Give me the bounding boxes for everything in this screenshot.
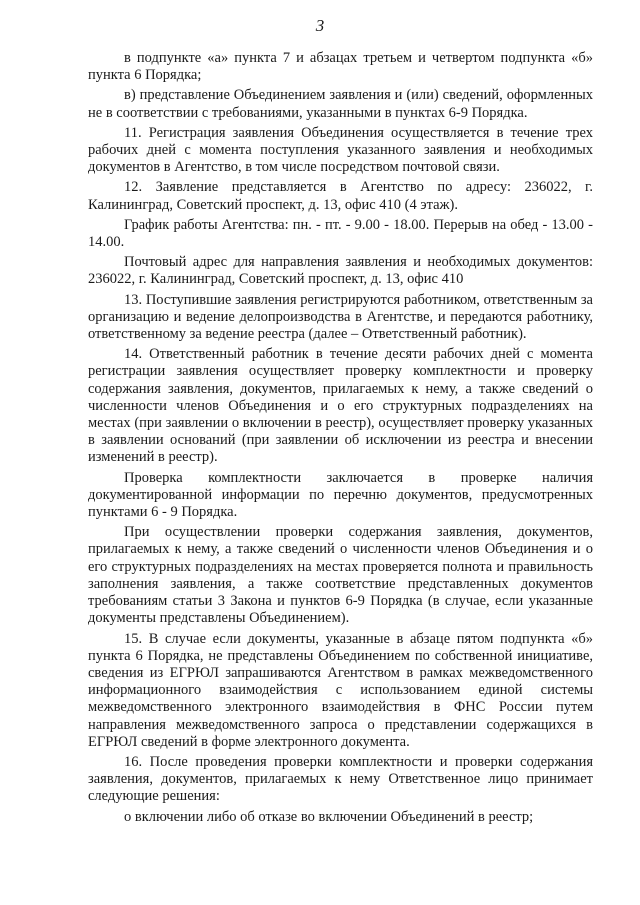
paragraph: 14. Ответственный работник в течение десяти рабочих дней с момента регистрации заявления осуществляет проверку комплектности и проверку содержания заявления, документов, прилагаемых к нему, а также сведений о численности членов Объединения и о его структурных подразделениях на местах (при заявлении о включении в реестр), осуществляет проверку указанных в заявлении оснований (при заявлении об исключении из реестра и внесении изменений в реестр). (88, 346, 593, 466)
paragraph: Проверка комплектности заключается в проверке наличия документированной информации по перечню документов, предусмотренных пунктами 6 - 9 Порядка. (88, 469, 593, 521)
page-number: 3 (315, 16, 325, 35)
paragraph: График работы Агентства: пн. - пт. - 9.00 - 18.00. Перерыв на обед - 13.00 - 14.00. (88, 216, 593, 251)
paragraph: о включении либо об отказе во включении Объединений в реестр; (124, 808, 534, 825)
paragraph: в подпункте «а» пункта 7 и абзацах третьем и четвертом подпункта «б» пункта 6 Порядка; (88, 50, 593, 84)
paragraph: Почтовый адрес для направления заявления и необходимых документов: 236022, г. Калининград, Советский проспект, д. 13, офис 410 (88, 254, 593, 288)
paragraph: 11. Регистрация заявления Объединения осуществляется в течение трех рабочих дней с момента поступления указанного заявления и необходимых документов в Агентство, в том числе посредством почтовой связи. (88, 124, 593, 176)
paragraph: 16. После проведения проверки комплектности и проверки содержания заявления, документов, прилагаемых к нему Ответственное лицо принимает следующие решения: (88, 753, 593, 805)
paragraph: 13. Поступившие заявления регистрируются работником, ответственным за организацию и ведение делопроизводства в Агентстве, и передаются работнику, ответственному за ведение реестра (далее – Ответственный работник). (88, 291, 593, 343)
document-body (88, 50, 593, 829)
paragraph: в) представление Объединением заявления и (или) сведений, оформленных не в соответствии с требованиями, указанными в пунктах 6-9 Порядка. (88, 87, 593, 121)
paragraph: 12. Заявление представляется в Агентство по адресу: 236022, г. Калининград, Советский проспект, д. 13, офис 410 (4 этаж). (88, 179, 593, 213)
paragraph: 15. В случае если документы, указанные в абзаце пятом подпункта «б» пункта 6 Порядка, не представлены Объединением по собственной инициативе, сведения из ЕГРЮЛ запрашиваются Агентством в рамках межведомственного информационного взаимодействия с использованием единой системы межведомственного электронного взаимодействия в ФНС России путем направления межведомственного запроса о представлении содержащихся в ЕГРЮЛ сведений в форме электронного документа. (88, 630, 593, 750)
paragraph: При осуществлении проверки содержания заявления, документов, прилагаемых к нему, а также сведений о численности членов Объединения и о его структурных подразделениях на местах проверяется полнота и правильность заполнения заявления, а также соответствие представленных документов требованиям статьи 3 Закона и пунктов 6-9 Порядка (в случае, если указанные документы представлены Объединением). (88, 524, 593, 627)
